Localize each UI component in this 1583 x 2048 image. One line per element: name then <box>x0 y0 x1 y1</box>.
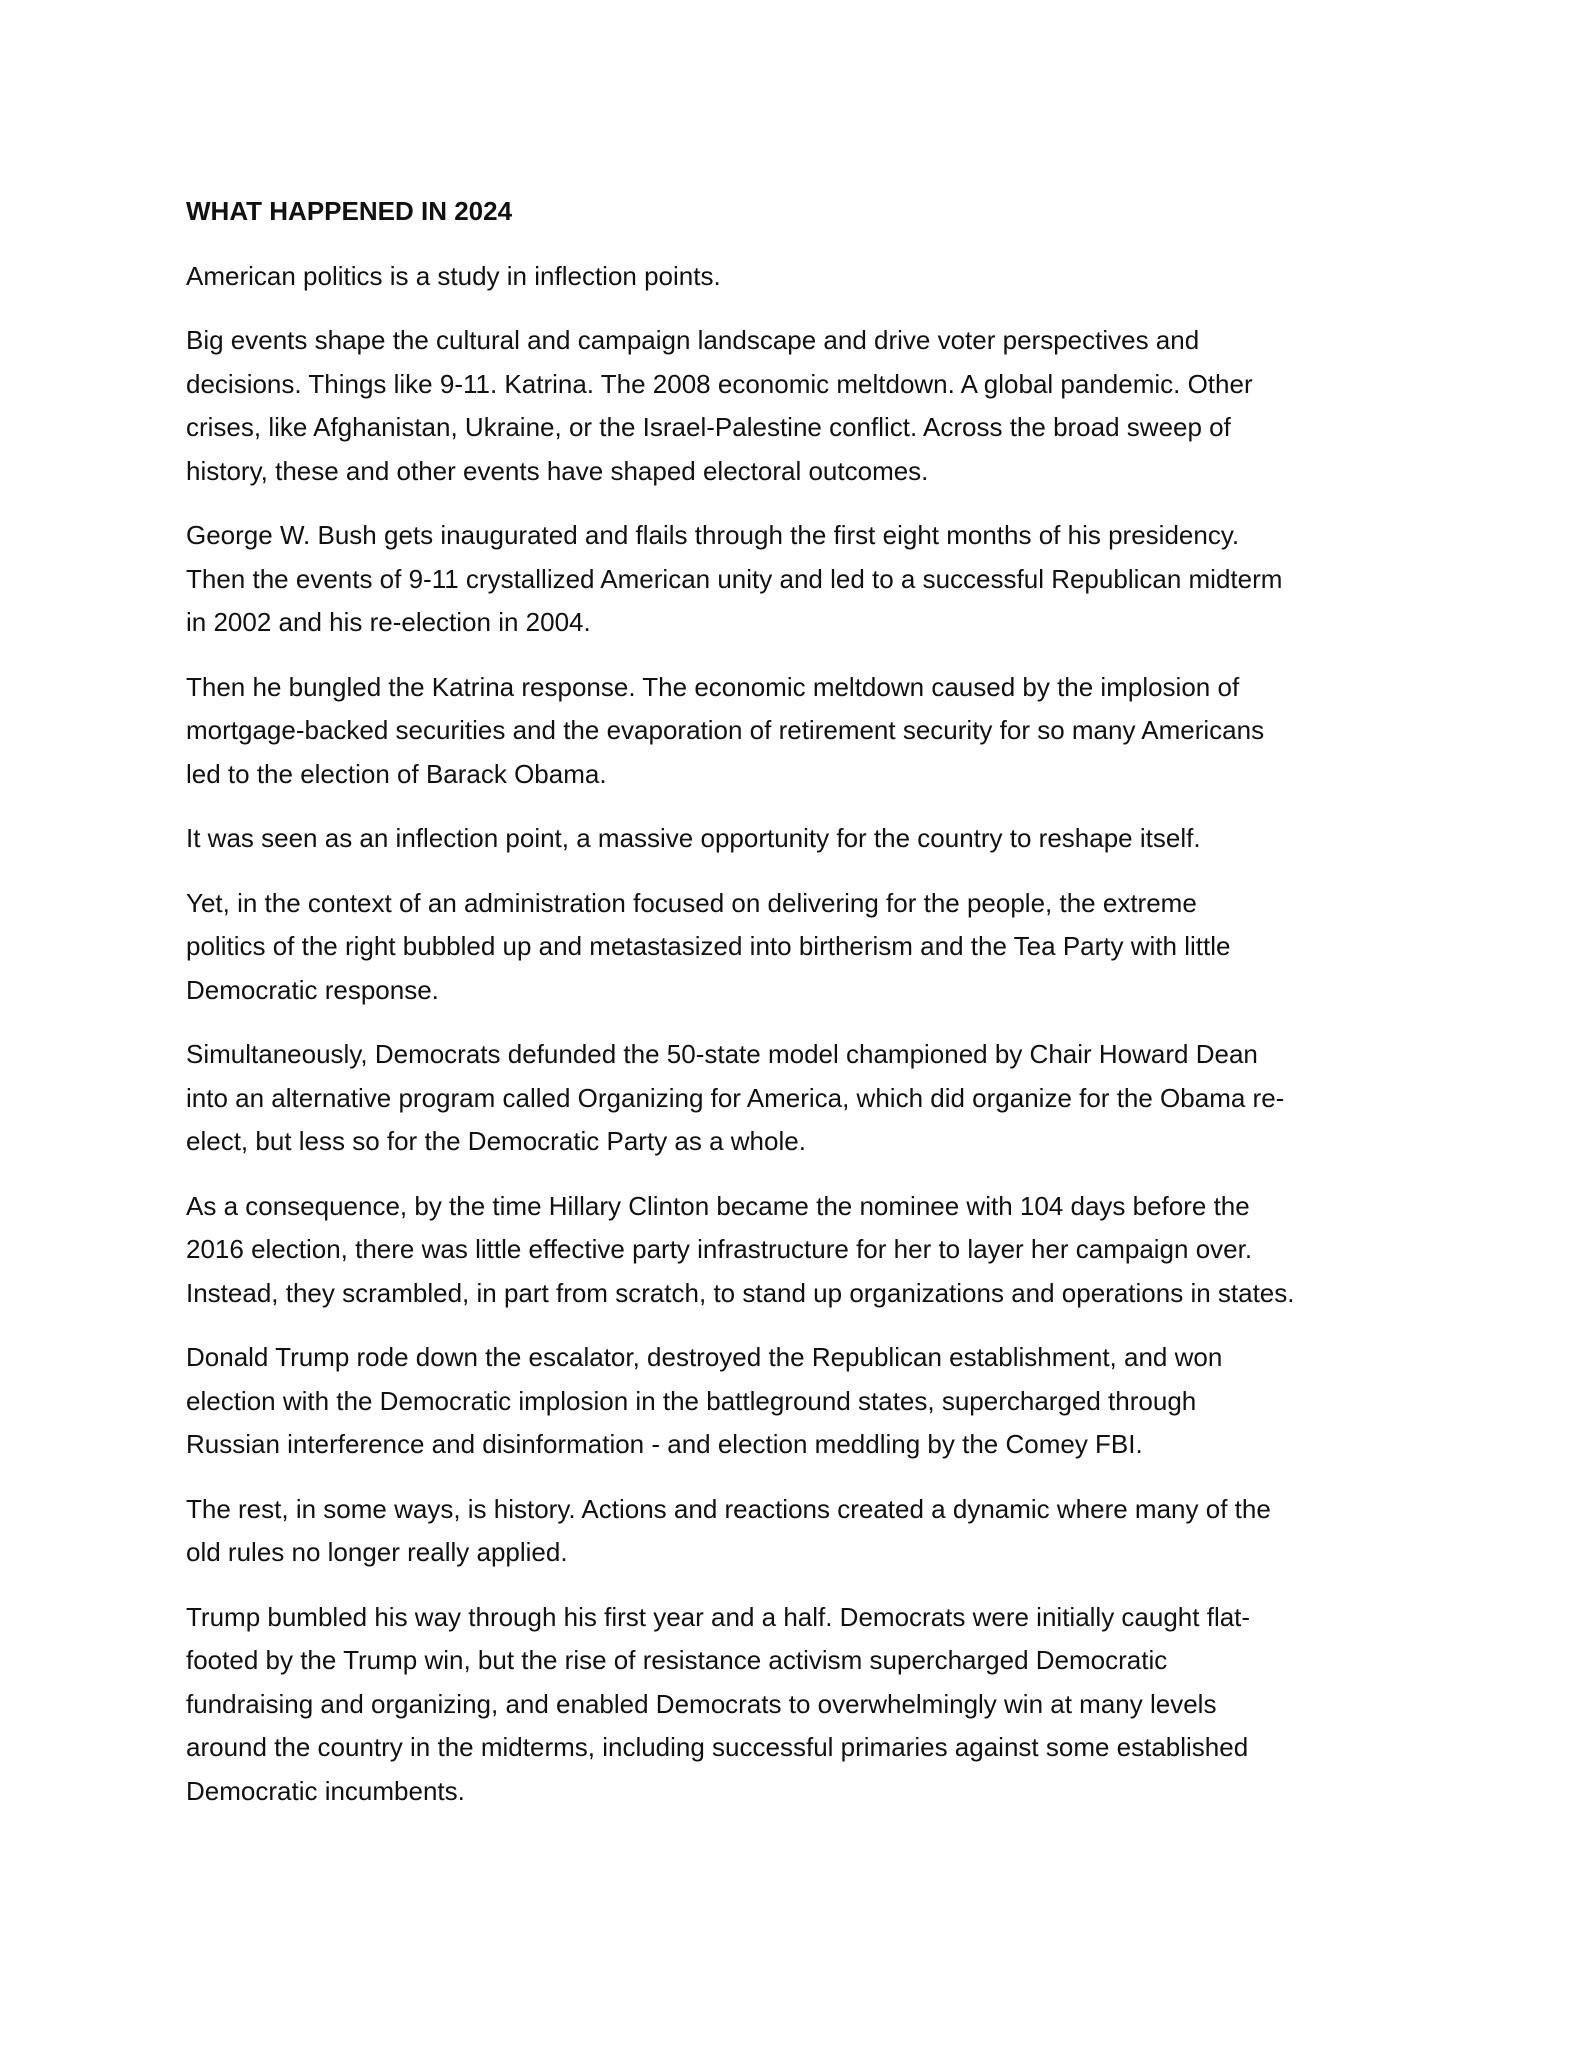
paragraph <box>186 882 1401 1013</box>
paragraph-line: Simultaneously, Democrats defunded the 50-state model championed by Chair Howard Dean <box>186 1039 1258 1069</box>
paragraph-line: fundraising and organizing, and enabled Democrats to overwhelmingly win at many levels <box>186 1688 1217 1719</box>
paragraph <box>186 319 1401 493</box>
paragraph-line: Trump bumbled his way through his first year and a half. Democrats were initially caught flat- <box>186 1601 1251 1632</box>
paragraph <box>186 514 1401 645</box>
paragraph-line: history, these and other events have shaped electoral outcomes. <box>186 455 929 486</box>
paragraph <box>186 666 1401 797</box>
paragraph-line: Then he bungled the Katrina response. The economic meltdown caused by the implosion of <box>186 671 1240 702</box>
paragraph-line: As a consequence, by the time Hillary Clinton became the nominee with 104 days before the <box>186 1190 1250 1221</box>
paragraph-line: old rules no longer really applied. <box>186 1537 568 1567</box>
paragraph-line: around the country in the midterms, including successful primaries against some established <box>186 1732 1249 1762</box>
paragraph-line: decisions. Things like 9-11. Katrina. The 2008 economic meltdown. A global pandemic. Other <box>186 368 1253 399</box>
paragraph-line: Democratic incumbents. <box>186 1775 465 1806</box>
paragraph <box>186 1336 1401 1467</box>
paragraph <box>186 1488 1401 1575</box>
paragraph-line: elect, but less so for the Democratic Party as a whole. <box>186 1126 806 1156</box>
paragraph-line: George W. Bush gets inaugurated and flails through the first eight months of his presidency. <box>186 520 1240 550</box>
paragraph-line: Donald Trump rode down the escalator, destroyed the Republican establishment, and won <box>186 1342 1223 1372</box>
paragraph-line: mortgage-backed securities and the evaporation of retirement security for so many Americans <box>186 715 1265 745</box>
paragraph-line: election with the Democratic implosion in the battleground states, supercharged through <box>186 1385 1197 1416</box>
paragraph-line: Democratic response. <box>186 974 439 1005</box>
document-body <box>186 190 1401 1834</box>
paragraph-line: led to the election of Barack Obama. <box>186 758 607 789</box>
paragraph-line: Yet, in the context of an administration focused on delivering for the people, the extreme <box>186 887 1197 918</box>
document-title: WHAT HAPPENED IN 2024 <box>186 196 513 226</box>
paragraph-line: into an alternative program called Organizing for America, which did organize for the Obama re- <box>186 1082 1285 1113</box>
paragraph <box>186 1033 1401 1164</box>
paragraph-line: Big events shape the cultural and campaign landscape and drive voter perspectives and <box>186 325 1200 355</box>
paragraph-line: footed by the Trump win, but the rise of resistance activism supercharged Democratic <box>186 1645 1168 1675</box>
paragraph-line: Then the events of 9-11 crystallized American unity and led to a successful Republican midterm <box>186 563 1283 594</box>
paragraph <box>186 1185 1401 1316</box>
paragraph-line: 2016 election, there was little effective party infrastructure for her to layer her campaign over. <box>186 1234 1253 1264</box>
paragraph-line: It was seen as an inflection point, a massive opportunity for the country to reshape itself. <box>186 823 1201 853</box>
paragraph <box>186 255 1401 299</box>
paragraph-line: in 2002 and his re-election in 2004. <box>186 607 591 637</box>
paragraph <box>186 817 1401 861</box>
paragraph-line: Russian interference and disinformation - and election meddling by the Comey FBI. <box>186 1429 1143 1459</box>
paragraph-line: politics of the right bubbled up and metastasized into birtherism and the Tea Party with little <box>186 931 1231 961</box>
paragraph <box>186 1596 1401 1814</box>
paragraph-line: Instead, they scrambled, in part from scratch, to stand up organizations and operations in states. <box>186 1277 1295 1308</box>
paragraph-line: The rest, in some ways, is history. Actions and reactions created a dynamic where many of the <box>186 1493 1271 1524</box>
paragraph-line: crises, like Afghanistan, Ukraine, or the Israel-Palestine conflict. Across the broad sweep of <box>186 412 1231 442</box>
paragraph-line: American politics is a study in inflection points. <box>186 260 721 291</box>
paragraph-list <box>186 255 1401 1814</box>
